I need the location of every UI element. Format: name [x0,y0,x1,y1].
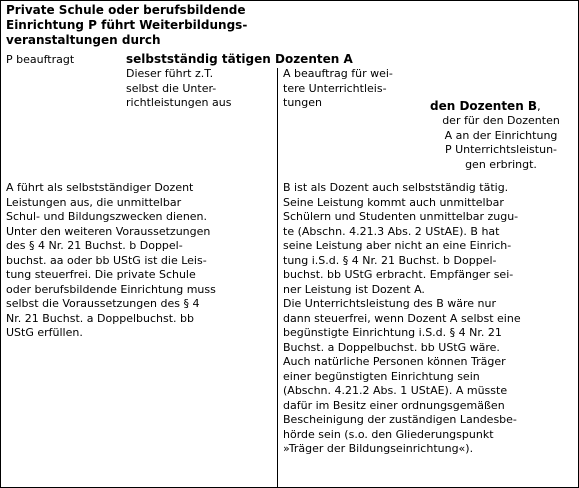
dozent-a-label: selbstständig tätigen Dozenten A [126,52,353,66]
p-beauftragt-label: P beauftragt [6,53,75,66]
left-body-text: A führt als selbstständiger Dozent Leistungen aus, die unmittelbar Schul- und Bildungszwecken dienen. Unter den weiteren Voraussetzungen des § 4 Nr. 21 Buchst. b Doppel- buchst. aa oder bb UStG ist die Leis- tung steuerfrei. Die private Schule oder berufsbildende Einrichtung muss selbst die Voraussetzungen des § 4 Nr. 21 Buchst. a Doppelbuchst. bb UStG erfüllen. [6,181,216,339]
right-body-text: B ist als Dozent auch selbstständig tätig. Seine Leistung kommt auch unmittelbar Schülern und Studenten unmittelbar zugu- te (Abschn. 4.21.3 Abs. 2 UStAE). B hat seine Leistung aber nicht an eine Einrich- tung i.S.d. § 4 Nr. 21 Buchst. b Doppel- buchst. bb UStG erbracht. Empfänger sei- ner Leistung ist Dozent A. Die Unterrichtsleistung des B wäre nur dann steuerfrei, wenn Dozent A selbst eine begünstigte Einrichtung i.S.d. § 4 Nr. 21 Buchst. a Doppelbuchst. bb UStG wäre. Auch natürliche Personen können Träger einer begünstigten Einrichtung sein (Abschn. 4.21.2 Abs. 1 UStAE). A müsste dafür im Besitz einer ordnungsgemäßen Bescheinigung der zuständigen Landesbe- hörde sein (s.o. den Gliederungspunkt »Träger der Bildungseinrichtung«). [283,181,521,455]
a-beauftragt-label: A beauftrag für wei- tere Unterrichtleis- tungen [283,67,393,109]
column-divider [277,68,278,488]
dozent-a-description: Dieser führt z.T. selbst die Unter- richtleistungen aus [126,67,232,109]
dozent-b-label [430,99,541,115]
diagram-heading: Private Schule oder berufsbildende Einrichtung P führt Weiterbildungs- veranstaltungen durch [6,3,248,47]
dozent-b-name: den Dozenten B [430,99,538,113]
dozent-b-comma: , [537,100,541,113]
dozent-b-description: der für den Dozenten A an der Einrichtung P Unterrichtsleistun- gen erbringt. [442,114,560,171]
